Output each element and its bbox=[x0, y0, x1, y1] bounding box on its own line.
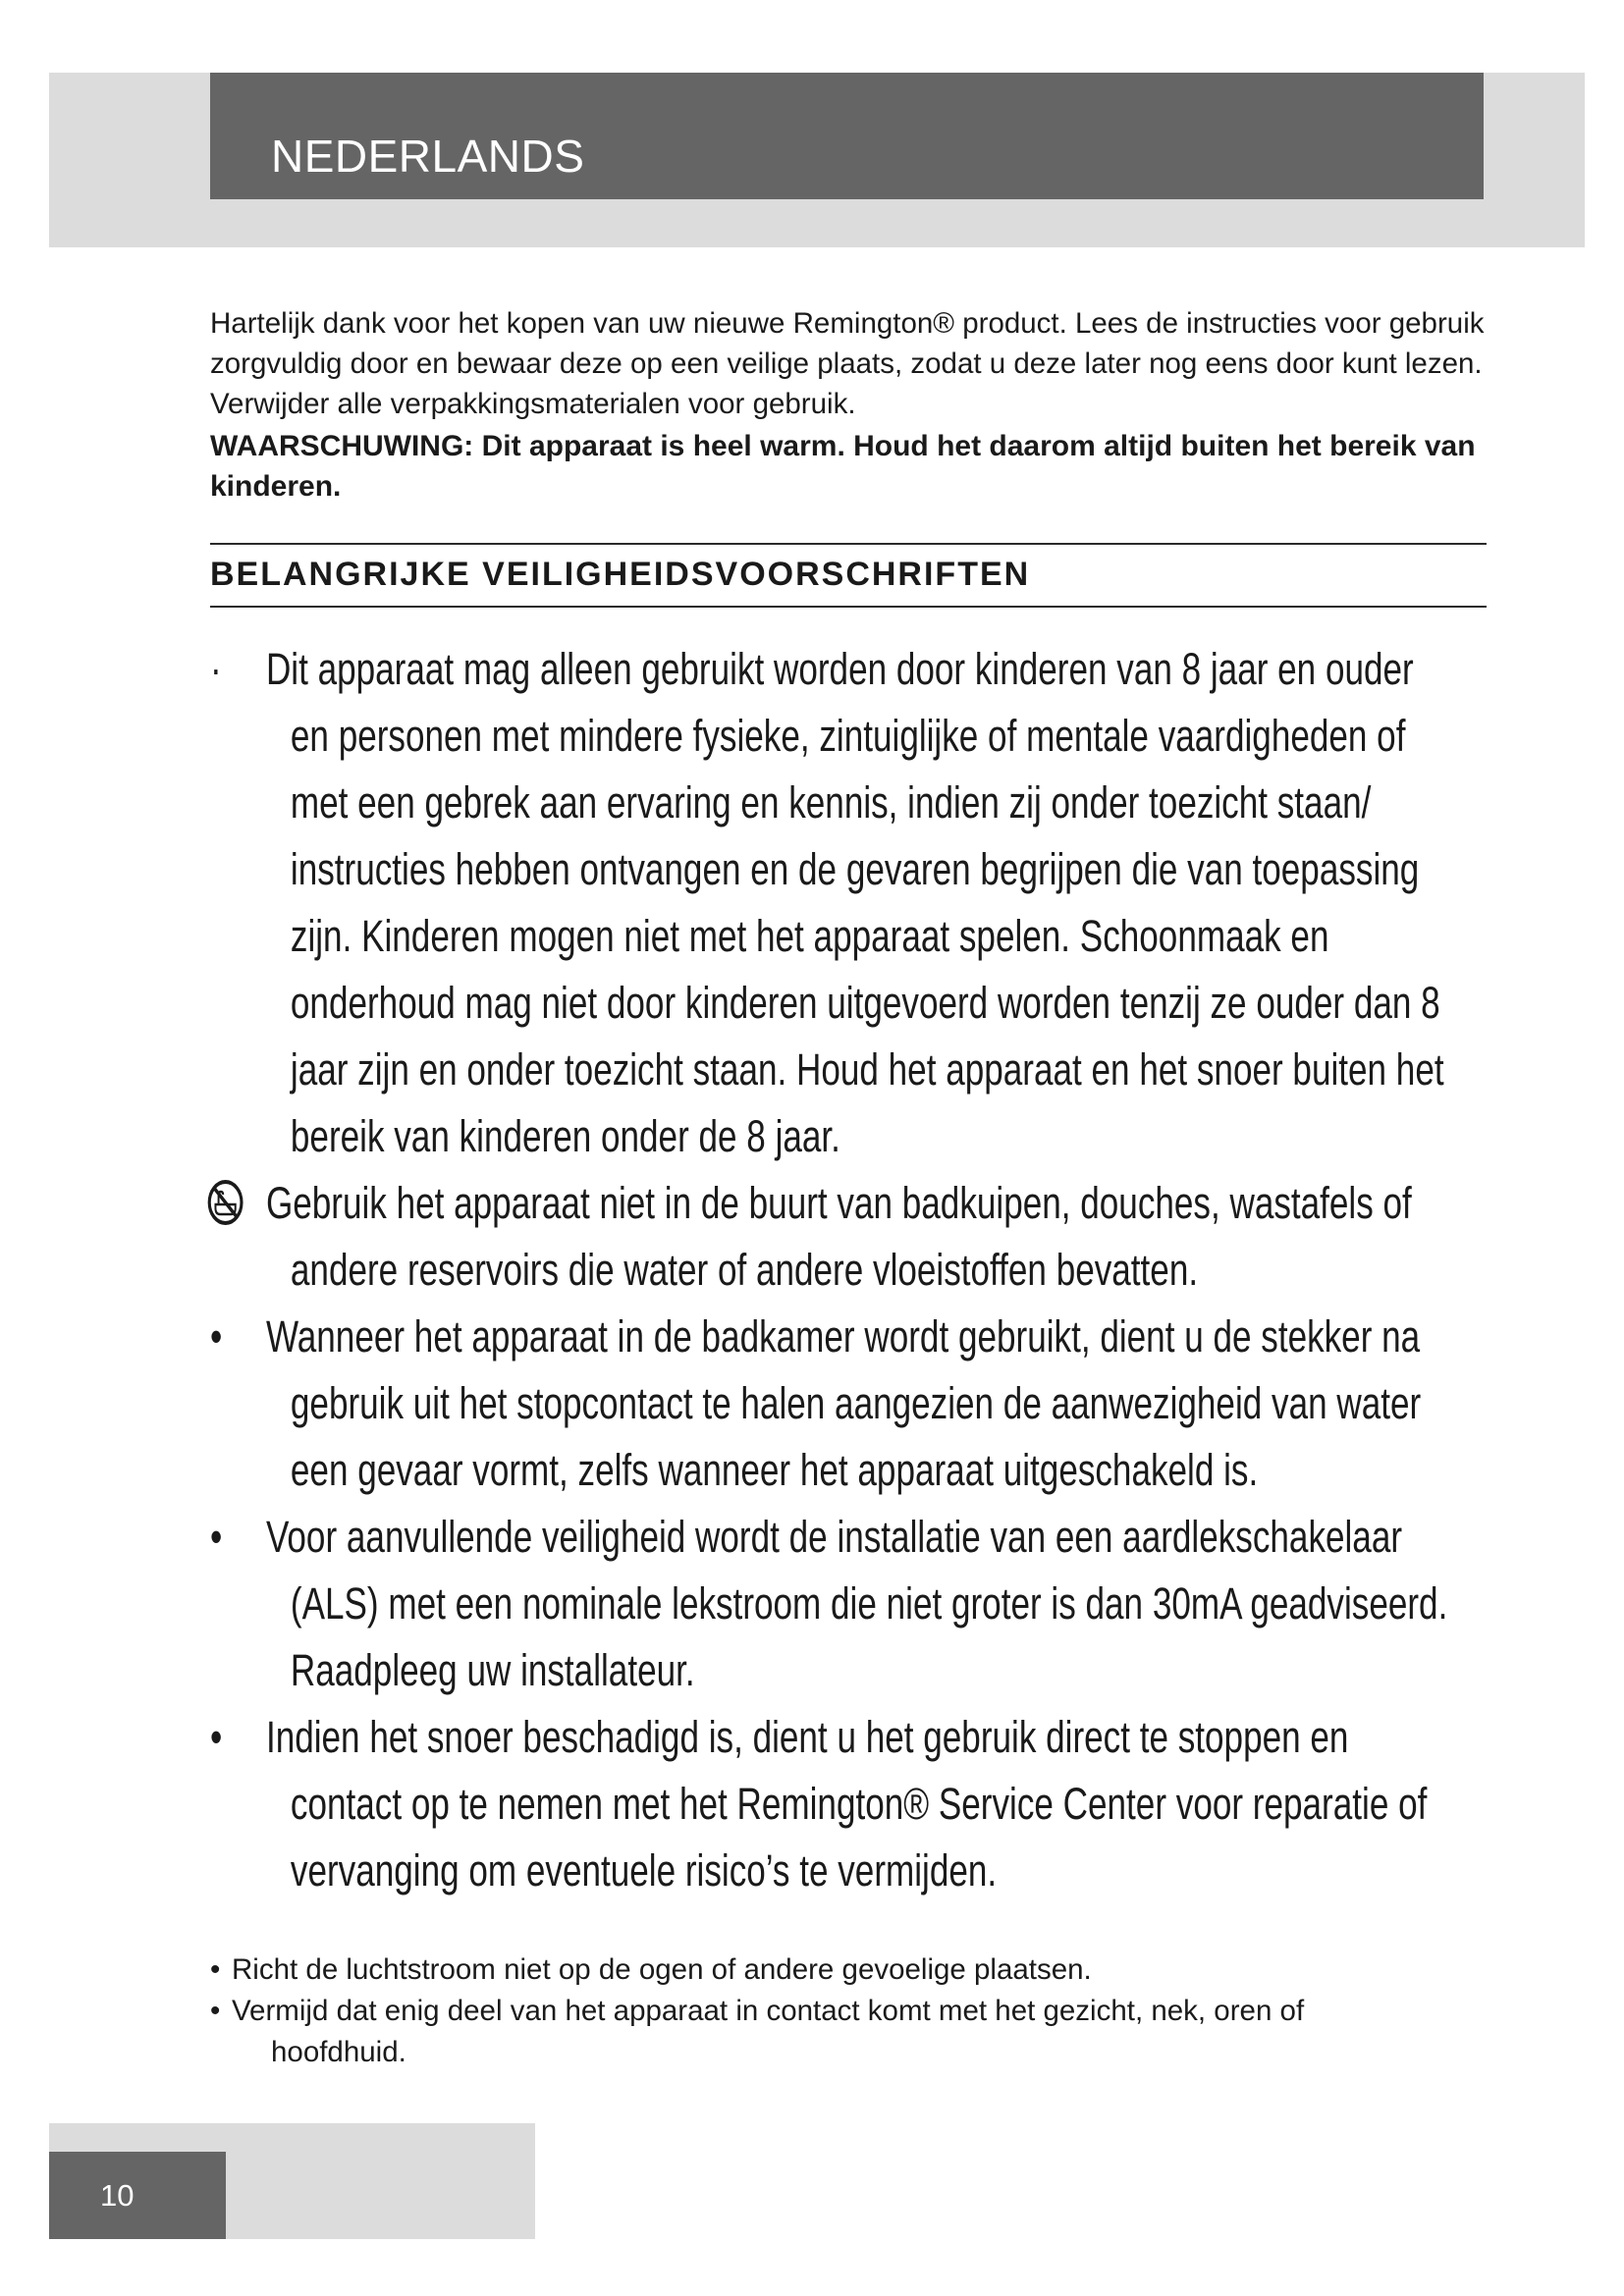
list-item bbox=[210, 1991, 1487, 2073]
list-item bbox=[210, 1304, 1461, 1504]
list-item bbox=[210, 1504, 1461, 1704]
list-item bbox=[210, 1704, 1461, 1904]
section-bottom-rule bbox=[210, 606, 1487, 608]
bullet: • bbox=[210, 1311, 223, 1362]
bullet: • bbox=[210, 1995, 221, 2027]
item-text: Gebruik het apparaat niet in de buurt van badkuipen, douches, wastafels of andere reservoirs die water of andere vloeistoffen bevatten. bbox=[265, 1178, 1412, 1295]
footer-box bbox=[49, 2152, 226, 2239]
bullet: • bbox=[210, 1512, 223, 1562]
list-item bbox=[210, 1170, 1461, 1304]
page-number: 10 bbox=[100, 2178, 135, 2213]
bullet: · bbox=[210, 644, 222, 694]
section-top-rule bbox=[210, 543, 1487, 545]
intro-paragraph: Hartelijk dank voor het kopen van uw nieuwe Remington® product. Lees de instructies voor gebruik zorgvuldig door en bewaar deze op een veilige plaats, zodat u deze later nog eens door kunt lezen. Verwijder alle verpakkingsmaterialen voor gebruik. bbox=[210, 307, 1485, 420]
item-text: Vermijd dat enig deel van het apparaat in contact komt met het gezicht, nek, oren of bbox=[232, 1995, 1305, 2027]
safety-list bbox=[210, 636, 1516, 1904]
item-text: Richt de luchtstroom niet op de ogen of andere gevoelige plaatsen. bbox=[232, 1953, 1092, 1986]
no-bathtub-icon bbox=[207, 1179, 244, 1226]
item-text: Voor aanvullende veiligheid wordt de installatie van een aardlekschakelaar (ALS) met een nominale lekstroom die niet groter is dan 30mA geadviseerd. Raadpleeg uw installateur. bbox=[265, 1512, 1448, 1695]
item-text: Dit apparaat mag alleen gebruikt worden door kinderen van 8 jaar en ouder en personen met mindere fysieke, zintuiglijke of mentale vaardigheden of met een gebrek aan ervaring en kennis, indien zij onder toezicht staan/ instructies hebben ontvangen en de gevaren begrijpen die van toepassing zijn. Kinderen mogen niet met het apparaat spelen. Schoonmaak en onderhoud mag niet door kinderen uitgevoerd worden tenzij ze ouder dan 8 jaar zijn en onder toezicht staan. Houd het apparaat en het snoer buiten het bereik van kinderen onder de 8 jaar. bbox=[265, 644, 1444, 1161]
item-text: Indien het snoer beschadigd is, dient u het gebruik direct te stoppen en contact op te nemen met het Remington® Service Center voor reparatie of vervanging om eventuele risico’s te vermijden. bbox=[265, 1712, 1428, 1896]
bullet: • bbox=[210, 1712, 223, 1762]
language-title: NEDERLANDS bbox=[271, 131, 585, 182]
bullet: • bbox=[210, 1953, 221, 1986]
warning-text: WAARSCHUWING: Dit apparaat is heel warm. Houd het daarom altijd buiten het bereik van kinderen. bbox=[210, 430, 1476, 503]
list-item bbox=[210, 636, 1461, 1170]
item-text: Wanneer het apparaat in de badkamer wordt gebruikt, dient u de stekker na gebruik uit het stopcontact te halen aangezien de aanwezigheid van water een gevaar vormt, zelfs wanneer het apparaat uitgeschakeld is. bbox=[265, 1311, 1422, 1495]
section-heading: BELANGRIJKE VEILIGHEIDSVOORSCHRIFTEN bbox=[210, 556, 1031, 593]
item-text-continuation: hoofdhuid. bbox=[271, 2036, 406, 2068]
extra-list bbox=[210, 1949, 1487, 2073]
header-bar bbox=[210, 73, 1484, 199]
intro-section bbox=[210, 303, 1487, 507]
list-item bbox=[210, 1949, 1487, 1991]
